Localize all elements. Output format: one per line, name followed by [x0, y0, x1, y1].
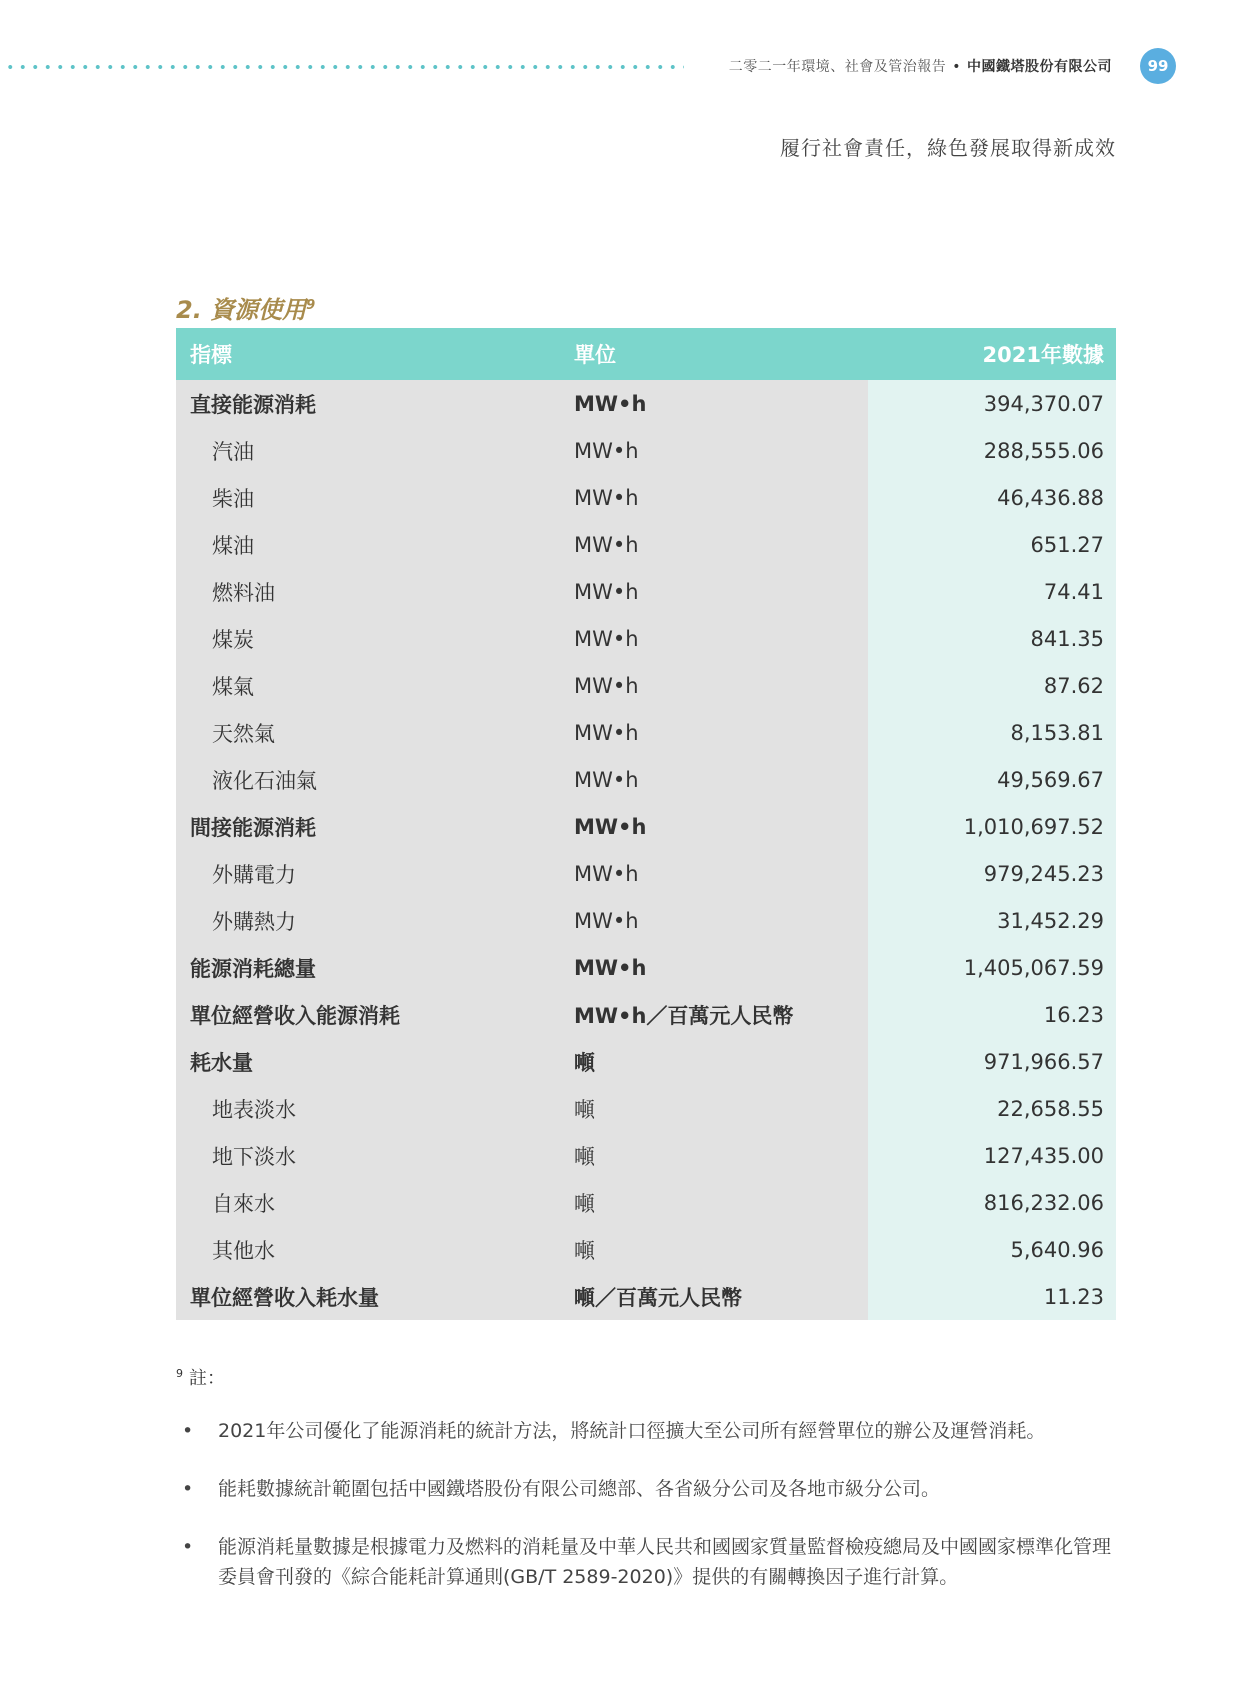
value-cell: 31,452.29	[868, 897, 1116, 944]
table-row	[176, 1038, 1116, 1085]
page-number-badge: 99	[1140, 48, 1176, 84]
table-row	[176, 756, 1116, 803]
indicator-cell: 其他水	[176, 1226, 560, 1273]
unit-cell: MW•h	[560, 803, 868, 850]
value-cell: 288,555.06	[868, 427, 1116, 474]
indicator-cell: 單位經營收入能源消耗	[176, 991, 560, 1038]
page-header	[0, 48, 1240, 84]
indicator-cell: 能源消耗總量	[176, 944, 560, 991]
indicator-cell: 自來水	[176, 1179, 560, 1226]
company-name: 中國鐵塔股份有限公司	[967, 59, 1112, 75]
table-row	[176, 1085, 1116, 1132]
indicator-cell: 煤油	[176, 521, 560, 568]
table-row	[176, 1179, 1116, 1226]
table-title	[176, 290, 315, 325]
unit-cell: 噸	[560, 1132, 868, 1179]
unit-cell: MW•h	[560, 568, 868, 615]
section-heading: 履行社會責任，綠色發展取得新成效	[780, 136, 1116, 160]
dotted-rule	[4, 64, 684, 70]
value-cell: 816,232.06	[868, 1179, 1116, 1226]
value-cell: 841.35	[868, 615, 1116, 662]
indicator-cell: 柴油	[176, 474, 560, 521]
unit-cell: 噸	[560, 1226, 868, 1273]
value-cell: 87.62	[868, 662, 1116, 709]
value-cell: 46,436.88	[868, 474, 1116, 521]
footnote-text: 能耗數據統計範圍包括中國鐵塔股份有限公司總部、各省級分公司及各地市級分公司。	[218, 1478, 941, 1500]
bullet-icon: •	[182, 1478, 194, 1500]
bullet-icon: •	[182, 1420, 194, 1442]
value-cell: 11.23	[868, 1273, 1116, 1320]
table-row	[176, 1273, 1116, 1320]
table-row	[176, 897, 1116, 944]
value-cell: 394,370.07	[868, 380, 1116, 427]
table-row	[176, 427, 1116, 474]
unit-cell: MW•h	[560, 850, 868, 897]
table-title-text: 2. 資源使用	[176, 296, 307, 324]
table-row	[176, 850, 1116, 897]
indicator-cell: 耗水量	[176, 1038, 560, 1085]
column-header-unit: 單位	[560, 328, 868, 380]
unit-cell: 噸	[560, 1179, 868, 1226]
value-cell: 1,405,067.59	[868, 944, 1116, 991]
unit-cell: MW•h	[560, 944, 868, 991]
indicator-cell: 地表淡水	[176, 1085, 560, 1132]
value-cell: 127,435.00	[868, 1132, 1116, 1179]
indicator-cell: 外購熱力	[176, 897, 560, 944]
footnote-text: 能源消耗量數據是根據電力及燃料的消耗量及中華人民共和國國家質量監督檢疫總局及中國國家標準化管理委員會刊發的《綜合能耗計算通則(GB/T 2589-2020)》提供的有關轉換因子進行計算。	[218, 1536, 1112, 1588]
value-cell: 651.27	[868, 521, 1116, 568]
value-cell: 74.41	[868, 568, 1116, 615]
unit-cell: MW•h／百萬元人民幣	[560, 991, 868, 1038]
unit-cell: MW•h	[560, 756, 868, 803]
column-header-indicator: 指標	[176, 328, 560, 380]
resource-use-table	[176, 328, 1116, 1320]
indicator-cell: 煤炭	[176, 615, 560, 662]
indicator-cell: 液化石油氣	[176, 756, 560, 803]
unit-cell: 噸	[560, 1085, 868, 1132]
value-cell: 16.23	[868, 991, 1116, 1038]
unit-cell: MW•h	[560, 474, 868, 521]
value-cell: 22,658.55	[868, 1085, 1116, 1132]
value-cell: 5,640.96	[868, 1226, 1116, 1273]
table-row	[176, 803, 1116, 850]
indicator-cell: 直接能源消耗	[176, 380, 560, 427]
footnote-text: 2021年公司優化了能源消耗的統計方法，將統計口徑擴大至公司所有經營單位的辦公及運營消耗。	[218, 1420, 1046, 1442]
table-row	[176, 709, 1116, 756]
footnote-label-text: 註：	[189, 1368, 225, 1389]
table-body	[176, 380, 1116, 1320]
footnote-ref: 9	[306, 298, 316, 313]
running-header	[729, 56, 1112, 76]
report-title: 二零二一年環境、社會及管治報告	[728, 59, 947, 75]
indicator-cell: 間接能源消耗	[176, 803, 560, 850]
indicator-cell: 天然氣	[176, 709, 560, 756]
indicator-cell: 地下淡水	[176, 1132, 560, 1179]
header-separator: •	[952, 59, 961, 75]
value-cell: 49,569.67	[868, 756, 1116, 803]
value-cell: 979,245.23	[868, 850, 1116, 897]
unit-cell: MW•h	[560, 615, 868, 662]
table-row	[176, 991, 1116, 1038]
indicator-cell: 外購電力	[176, 850, 560, 897]
footnote-number: 9	[176, 1367, 183, 1380]
table-row	[176, 1226, 1116, 1273]
bullet-icon: •	[182, 1536, 194, 1558]
unit-cell: 噸	[560, 1038, 868, 1085]
footnote-label	[176, 1364, 225, 1390]
table-row	[176, 521, 1116, 568]
table-row	[176, 568, 1116, 615]
unit-cell: MW•h	[560, 380, 868, 427]
footnote-item	[176, 1532, 1116, 1592]
indicator-cell: 煤氣	[176, 662, 560, 709]
unit-cell: MW•h	[560, 662, 868, 709]
unit-cell: MW•h	[560, 427, 868, 474]
unit-cell: 噸／百萬元人民幣	[560, 1273, 868, 1320]
unit-cell: MW•h	[560, 897, 868, 944]
unit-cell: MW•h	[560, 521, 868, 568]
value-cell: 8,153.81	[868, 709, 1116, 756]
table-header-row	[176, 328, 1116, 380]
table-row	[176, 380, 1116, 427]
table-row	[176, 474, 1116, 521]
unit-cell: MW•h	[560, 709, 868, 756]
value-cell: 971,966.57	[868, 1038, 1116, 1085]
indicator-cell: 單位經營收入耗水量	[176, 1273, 560, 1320]
footnote-item	[176, 1416, 1116, 1446]
footnote-item	[176, 1474, 1116, 1504]
column-header-value: 2021年數據	[868, 328, 1116, 380]
table-row	[176, 1132, 1116, 1179]
indicator-cell: 汽油	[176, 427, 560, 474]
indicator-cell: 燃料油	[176, 568, 560, 615]
table-row	[176, 662, 1116, 709]
value-cell: 1,010,697.52	[868, 803, 1116, 850]
table-row	[176, 615, 1116, 662]
footnote-list	[176, 1416, 1116, 1620]
table-row	[176, 944, 1116, 991]
